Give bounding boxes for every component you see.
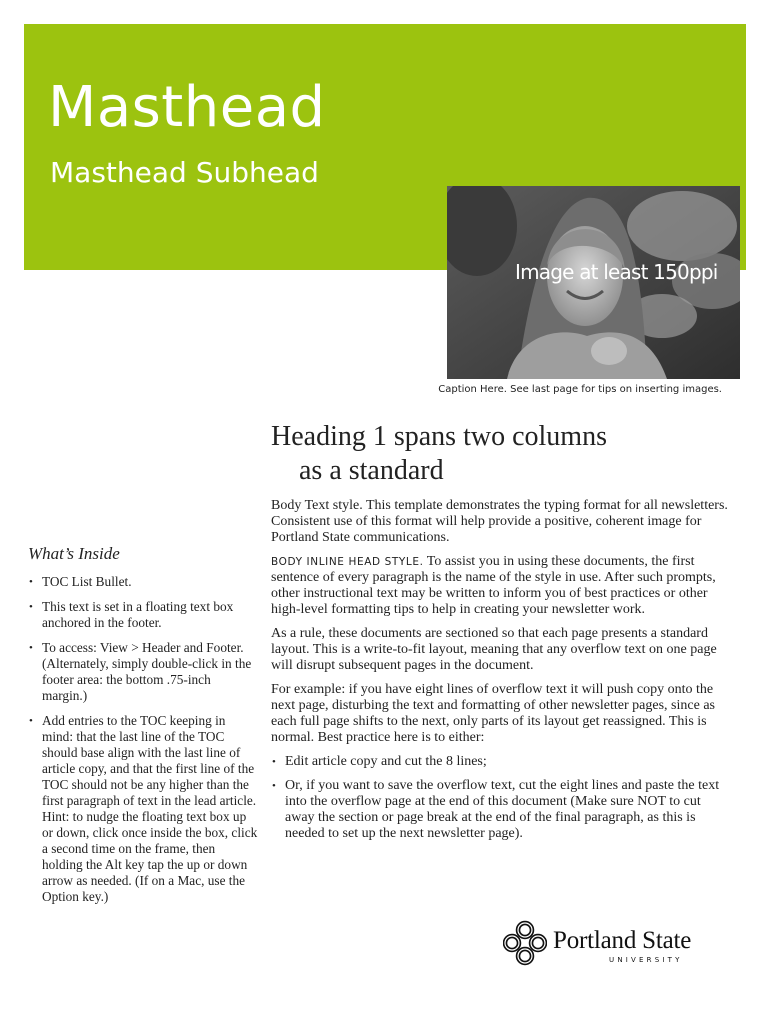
body-paragraph-inline-head xyxy=(271,554,731,618)
toc-list-item: • To access: View > Header and Footer. (Alternately, simply double-click in the footer area: the bottom .75-inch margin.) xyxy=(28,640,258,704)
whats-inside-toc xyxy=(28,546,258,914)
masthead-title: Masthead xyxy=(48,75,326,140)
masthead-photo xyxy=(447,186,740,379)
body-paragraph: As a rule, these documents are sectioned so that each page presents a standard layout. This is a write-to-fit layout, meaning that any overflow text on one page will disrupt subsequent pages in the document. xyxy=(271,626,717,673)
body-paragraph: For example: if you have eight lines of overflow text it will push copy onto the next page, disturbing the text and formatting of other newsletter pages, since as each full page shifts to the next, only parts of its layout get reassigned. This is normal. Best practice here is to either: xyxy=(271,682,715,745)
logo-subtitle: UNIVERSITY xyxy=(609,956,683,964)
portland-state-logo xyxy=(503,920,718,970)
article-heading xyxy=(271,420,731,488)
toc-list-item: • This text is set in a floating text box anchored in the footer. xyxy=(28,599,258,631)
list-item: • Edit article copy and cut the 8 lines; xyxy=(271,754,731,770)
article-bullet-list xyxy=(271,754,731,842)
inline-head-paragraph-text: To assist you in using these documents, the first sentence of every paragraph is the name of the style in use. After such prompts, other instructional text may be written to inform you of best practices or other high-level formatting tips to help in creating your newsletter work. xyxy=(271,554,716,617)
list-item: • Or, if you want to save the overflow text, cut the eight lines and paste the text into the overflow page at the end of this document (Make sure NOT to cut away the section or page break at the end of the final paragraph, as this is needed to set up the next newsletter page). xyxy=(271,778,731,842)
psu-knot-logo-icon xyxy=(503,920,547,966)
toc-list xyxy=(28,574,258,905)
logo-wordmark: Portland State xyxy=(553,927,692,954)
article-body xyxy=(271,498,731,850)
toc-title: What’s Inside xyxy=(28,544,120,563)
column-guide-line xyxy=(748,50,749,210)
toc-list-item: • Add entries to the TOC keeping in mind: that the last line of the TOC should base align with the last line of article copy, and that the first line of the TOC should not be any higher than the first paragraph of text in the lead article. Hint: to nudge the floating text box up or down, click once inside the box, click a second time on the frame, then holding the Alt key tap the up or down arrow as needed. (If on a Mac, use the Option key.) xyxy=(28,713,258,905)
body-paragraph: Body Text style. This template demonstrates the typing format for all newsletters. Consistent use of this format will help provide a positive, coherent image for Portland State communications. xyxy=(271,498,728,545)
masthead-subhead: Masthead Subhead xyxy=(50,156,319,189)
inline-head: BODY INLINE HEAD STYLE. xyxy=(271,556,424,568)
article-heading-line-1: Heading 1 spans two columns xyxy=(271,421,607,452)
article-heading-line-2: as a standard xyxy=(299,455,444,486)
toc-list-item: • TOC List Bullet. xyxy=(28,574,258,590)
photo-overlay-text: Image at least 150ppi xyxy=(515,260,718,284)
photo-caption: Caption Here. See last page for tips on inserting images. xyxy=(438,384,722,395)
